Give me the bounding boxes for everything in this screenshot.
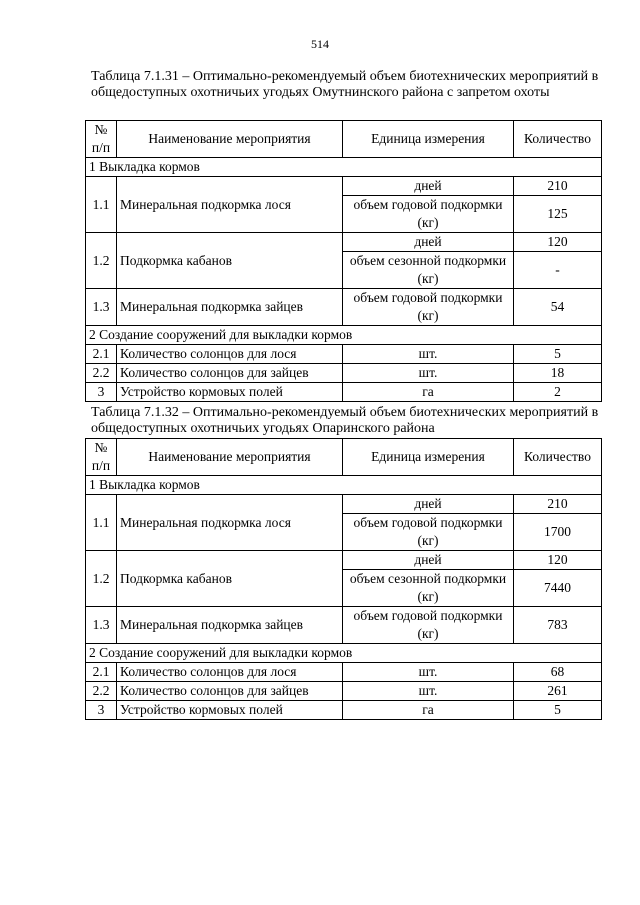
row-name: Минеральная подкормка лося (117, 177, 343, 233)
row-unit: шт. (343, 364, 514, 383)
row-qty: 5 (514, 345, 602, 364)
row-unit: шт. (343, 663, 514, 682)
biotech-table-oparinsky (85, 438, 602, 720)
section-label: 2 Создание сооружений для выкладки кормов (86, 326, 602, 345)
page-number: 514 (311, 37, 329, 51)
header-name: Наименование мероприятия (117, 121, 343, 158)
row-name: Минеральная подкормка зайцев (117, 607, 343, 644)
row-name: Подкормка кабанов (117, 233, 343, 289)
row-name: Минеральная подкормка зайцев (117, 289, 343, 326)
section-label: 2 Создание сооружений для выкладки кормов (86, 644, 602, 663)
row-qty: 210 (514, 495, 602, 514)
row-qty: 2 (514, 383, 602, 402)
row-unit: объем годовой подкормки (кг) (343, 289, 514, 326)
row-qty: 5 (514, 701, 602, 720)
table-caption-7-1-31: Таблица 7.1.31 – Оптимально-рекомендуемый объем биотехнических мероприятий в общедоступных охотничьих угодьях Омутнинского района с запретом охоты (91, 69, 599, 100)
row-unit: объем сезонной подкормки (кг) (343, 570, 514, 607)
row-unit: объем сезонной подкормки (кг) (343, 252, 514, 289)
row-unit: га (343, 701, 514, 720)
table-row (86, 607, 602, 644)
row-qty: 210 (514, 177, 602, 196)
row-num: 2.2 (86, 682, 117, 701)
row-unit: дней (343, 177, 514, 196)
row-num: 1.1 (86, 177, 117, 233)
row-name: Устройство кормовых полей (117, 383, 343, 402)
row-unit: дней (343, 495, 514, 514)
header-unit: Единица измерения (343, 121, 514, 158)
row-name: Количество солонцов для зайцев (117, 682, 343, 701)
row-qty: 1700 (514, 514, 602, 551)
section-row (86, 644, 602, 663)
section-row (86, 326, 602, 345)
row-name: Устройство кормовых полей (117, 701, 343, 720)
header-qty: Количество (514, 439, 602, 476)
row-qty: 783 (514, 607, 602, 644)
row-unit: шт. (343, 345, 514, 364)
table-row (86, 551, 602, 570)
row-unit: шт. (343, 682, 514, 701)
table-row (86, 345, 602, 364)
row-num: 1.2 (86, 551, 117, 607)
table-header-row (86, 121, 602, 158)
row-qty: 120 (514, 551, 602, 570)
section-label: 1 Выкладка кормов (86, 476, 602, 495)
row-name: Минеральная подкормка лося (117, 495, 343, 551)
table-row (86, 289, 602, 326)
row-qty: 120 (514, 233, 602, 252)
header-num: № п/п (86, 439, 117, 476)
row-qty: 125 (514, 196, 602, 233)
row-num: 2.1 (86, 663, 117, 682)
row-unit: объем годовой подкормки (кг) (343, 607, 514, 644)
table-header-row (86, 439, 602, 476)
row-num: 1.1 (86, 495, 117, 551)
table-row (86, 682, 602, 701)
row-name: Количество солонцов для лося (117, 663, 343, 682)
header-unit: Единица измерения (343, 439, 514, 476)
table-row (86, 663, 602, 682)
header-name: Наименование мероприятия (117, 439, 343, 476)
row-unit: объем годовой подкормки (кг) (343, 196, 514, 233)
row-unit: дней (343, 233, 514, 252)
row-qty: 7440 (514, 570, 602, 607)
row-qty: 18 (514, 364, 602, 383)
table-row (86, 177, 602, 196)
table-row (86, 233, 602, 252)
table-row (86, 364, 602, 383)
biotech-table-omutninsky (85, 120, 602, 402)
section-row (86, 158, 602, 177)
row-unit: га (343, 383, 514, 402)
row-qty: 261 (514, 682, 602, 701)
row-qty: - (514, 252, 602, 289)
table-row (86, 383, 602, 402)
row-qty: 54 (514, 289, 602, 326)
section-label: 1 Выкладка кормов (86, 158, 602, 177)
header-num: № п/п (86, 121, 117, 158)
row-name: Подкормка кабанов (117, 551, 343, 607)
table-caption-7-1-32: Таблица 7.1.32 – Оптимально-рекомендуемый объем биотехнических мероприятий в общедоступных охотничьих угодьях Опаринского района (91, 405, 599, 436)
table-row (86, 701, 602, 720)
row-unit: объем годовой подкормки (кг) (343, 514, 514, 551)
row-num: 1.2 (86, 233, 117, 289)
table-row (86, 495, 602, 514)
row-num: 1.3 (86, 289, 117, 326)
row-num: 3 (86, 701, 117, 720)
row-num: 2.1 (86, 345, 117, 364)
row-num: 3 (86, 383, 117, 402)
header-qty: Количество (514, 121, 602, 158)
row-unit: дней (343, 551, 514, 570)
row-qty: 68 (514, 663, 602, 682)
section-row (86, 476, 602, 495)
row-num: 2.2 (86, 364, 117, 383)
row-num: 1.3 (86, 607, 117, 644)
row-name: Количество солонцов для лося (117, 345, 343, 364)
row-name: Количество солонцов для зайцев (117, 364, 343, 383)
